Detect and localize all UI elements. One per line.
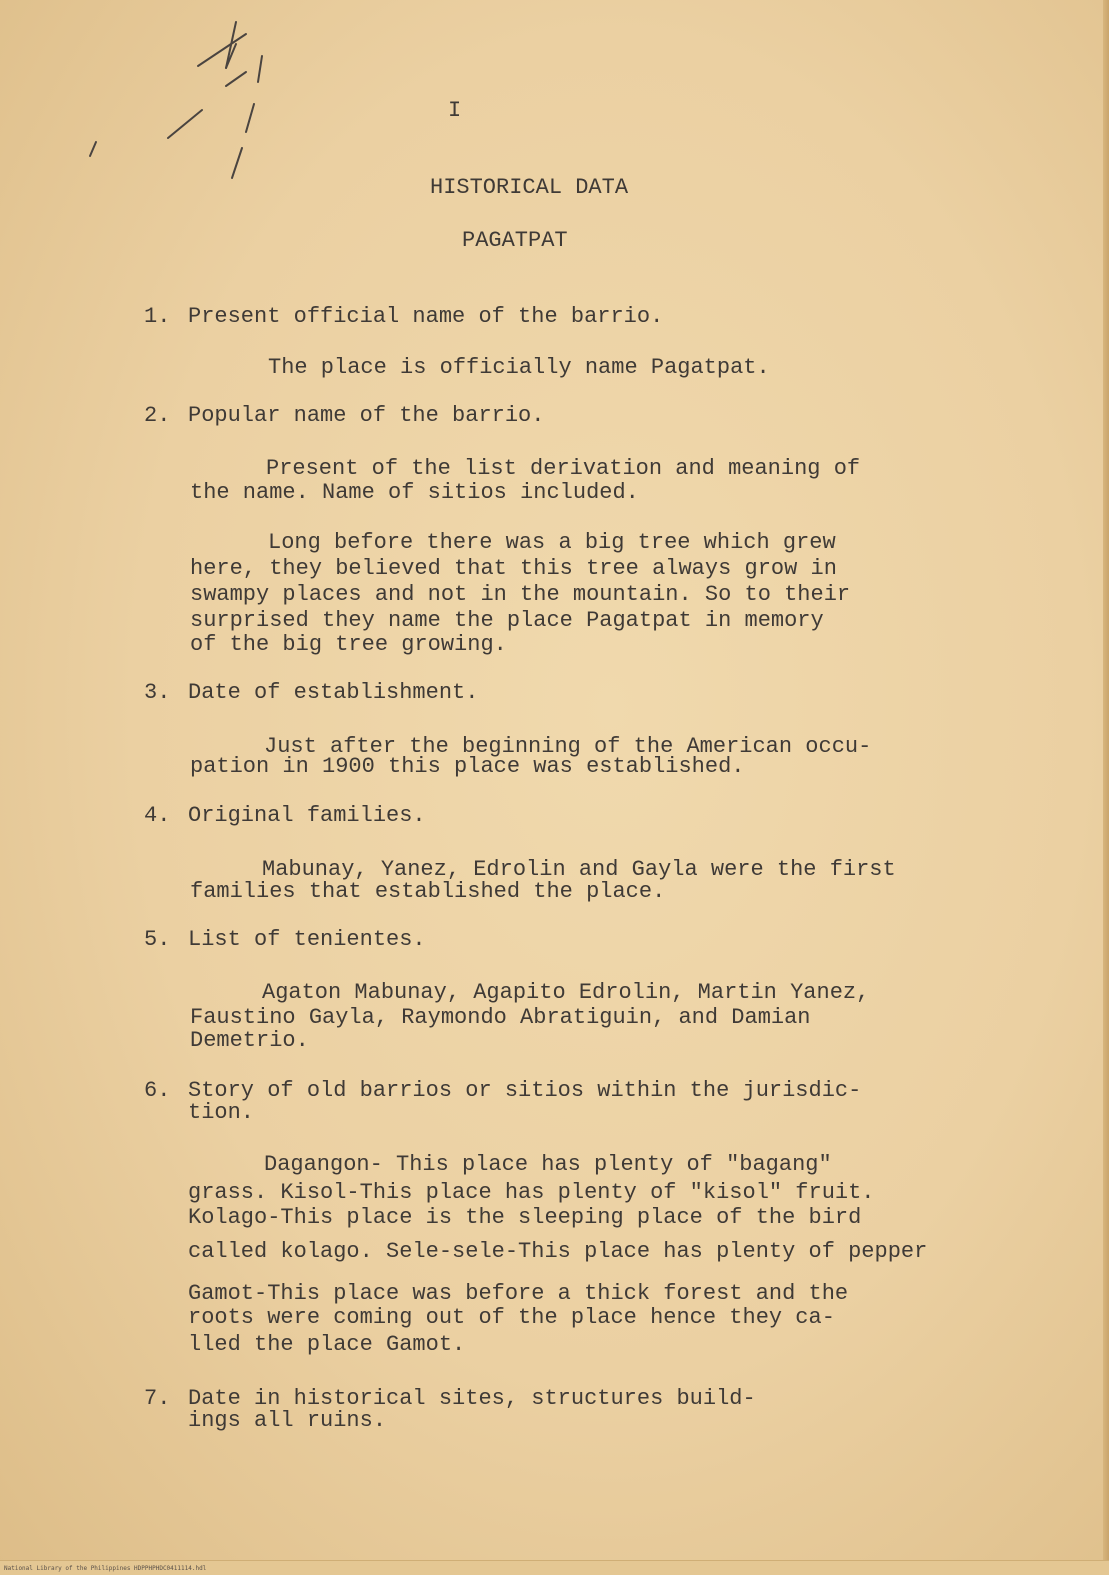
item-6-answer-line: Gamot-This place was before a thick forest and the <box>188 1281 849 1306</box>
item-2-answer-line: Long before there was a big tree which grew <box>268 530 836 555</box>
document-title: HISTORICAL DATA <box>430 175 629 200</box>
item-number: 5. <box>144 927 171 952</box>
page-number: I <box>448 98 462 123</box>
item-number: 4. <box>144 803 171 828</box>
item-1-heading <box>144 305 663 329</box>
item-5-answer-line: Agaton Mabunay, Agapito Edrolin, Martin Yanez, <box>262 980 870 1005</box>
item-heading-text: Popular name of the barrio. <box>188 403 545 428</box>
item-heading-text: Date of establishment. <box>188 680 479 705</box>
item-number: 3. <box>144 680 171 705</box>
item-2-answer-line: the name. Name of sitios included. <box>190 480 639 505</box>
item-3-answer-line: pation in 1900 this place was established. <box>190 754 745 779</box>
item-2-answer-line: swampy places and not in the mountain. So to their <box>190 582 851 607</box>
page-edge <box>1103 0 1109 1575</box>
item-4-answer-line: families that established the place. <box>190 879 666 904</box>
item-2-heading <box>144 404 544 428</box>
item-7-heading-continued: ings all ruins. <box>188 1408 387 1433</box>
item-2-answer-line: of the big tree growing. <box>190 632 507 657</box>
item-6-answer-line: grass. Kisol-This place has plenty of "kisol" fruit. <box>188 1180 875 1205</box>
item-2-answer-line: here, they believed that this tree always grow in <box>190 556 837 581</box>
item-5-answer-line: Faustino Gayla, Raymondo Abratiguin, and Damian <box>190 1005 811 1030</box>
handwritten-pencil-marks <box>0 0 300 200</box>
item-number: 2. <box>144 403 171 428</box>
scan-footer-strip <box>0 1560 1109 1575</box>
item-4-heading <box>144 804 426 828</box>
item-6-answer-line: lled the place Gamot. <box>188 1332 466 1357</box>
item-6-heading-continued: tion. <box>188 1100 255 1125</box>
item-6-answer-line: called kolago. Sele-sele-This place has plenty of pepper <box>188 1239 928 1264</box>
item-3-answer-line: Just after the beginning of the American occu- <box>264 734 872 759</box>
item-6-answer-line: roots were coming out of the place hence they ca- <box>188 1305 835 1330</box>
item-number: 7. <box>144 1386 171 1411</box>
item-3-heading <box>144 681 478 705</box>
archive-footer-text: National Library of the Philippines HDPPHPHDC0411114.hdl <box>4 1565 207 1572</box>
item-heading-text: List of tenientes. <box>188 927 426 952</box>
item-2-answer-line: surprised they name the place Pagatpat in memory <box>190 608 824 633</box>
item-6-answer-line: Kolago-This place is the sleeping place of the bird <box>188 1205 862 1230</box>
item-heading-text: Present official name of the barrio. <box>188 304 664 329</box>
item-number: 6. <box>144 1078 171 1103</box>
item-heading-text: Date in historical sites, structures build- <box>188 1386 756 1411</box>
item-5-answer-line: Demetrio. <box>190 1028 309 1053</box>
item-4-answer-line: Mabunay, Yanez, Edrolin and Gayla were the first <box>262 857 896 882</box>
item-6-answer-line: Dagangon- This place has plenty of "bagang" <box>264 1152 832 1177</box>
item-heading-text: Story of old barrios or sitios within the jurisdic- <box>188 1078 862 1103</box>
item-5-heading <box>144 928 426 952</box>
item-2-answer-line: Present of the list derivation and meaning of <box>266 456 861 481</box>
barrio-name: PAGATPAT <box>462 228 568 253</box>
item-1-answer-line: The place is officially name Pagatpat. <box>268 355 770 380</box>
item-heading-text: Original families. <box>188 803 426 828</box>
item-number: 1. <box>144 304 171 329</box>
